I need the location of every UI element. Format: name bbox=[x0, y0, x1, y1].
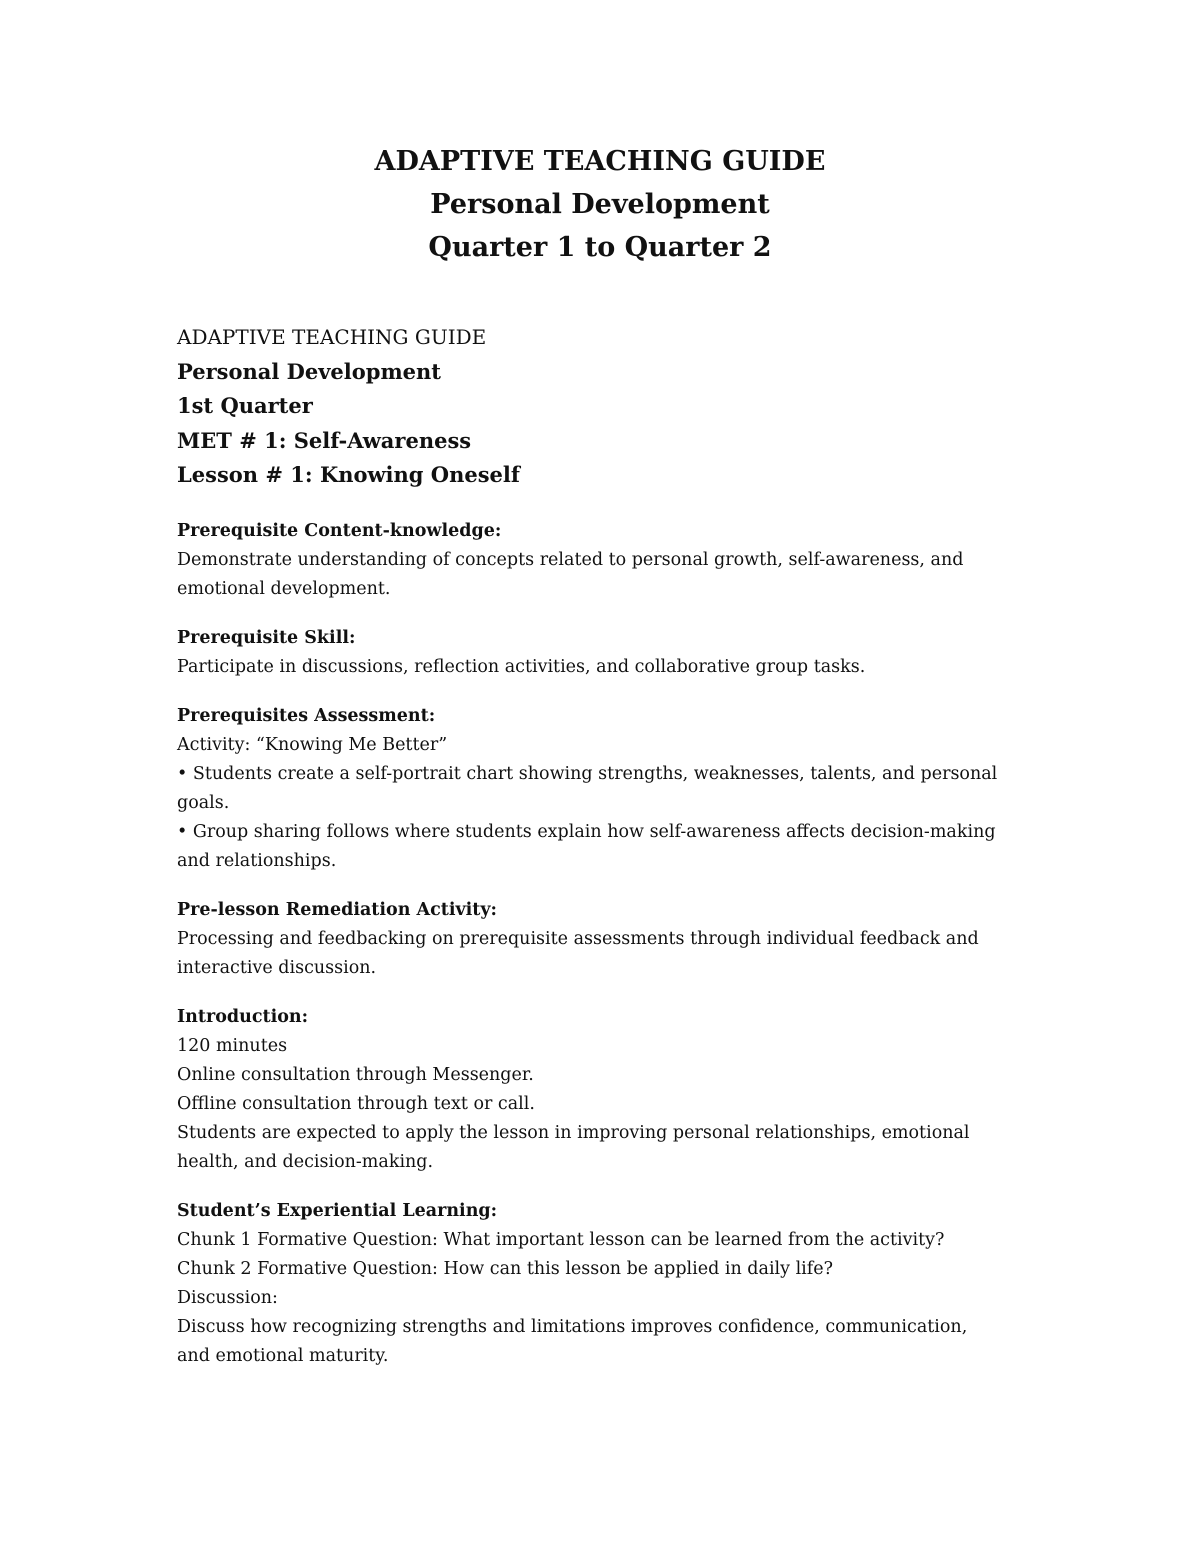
section-text-line: and relationships. bbox=[177, 850, 337, 871]
quarter-heading: 1st Quarter bbox=[177, 393, 313, 418]
document-body bbox=[177, 320, 1057, 1371]
section-title: Prerequisite Skill: bbox=[177, 627, 356, 648]
guide-heading: ADAPTIVE TEACHING GUIDE bbox=[177, 325, 487, 349]
section-text-line: health, and decision-making. bbox=[177, 1151, 434, 1172]
section-student-s-experiential-learning bbox=[177, 1197, 1057, 1371]
section-pre-lesson-remediation-activity bbox=[177, 896, 1057, 983]
section-text-line: Participate in discussions, reflection activities, and collaborative group tasks. bbox=[177, 656, 866, 677]
document-title-block bbox=[0, 140, 1200, 269]
section-prerequisite-skill bbox=[177, 624, 1057, 682]
section-text-line: Chunk 1 Formative Question: What important lesson can be learned from the activity? bbox=[177, 1229, 945, 1250]
section-title: Introduction: bbox=[177, 1006, 309, 1027]
section-text-line: interactive discussion. bbox=[177, 957, 377, 978]
section-prerequisite-content-knowledge bbox=[177, 517, 1057, 604]
lesson-header bbox=[177, 320, 1057, 493]
document-subject: Personal Development bbox=[430, 189, 770, 220]
section-text-line: • Group sharing follows where students explain how self-awareness affects decision-making bbox=[177, 821, 996, 842]
document-quarter-range: Quarter 1 to Quarter 2 bbox=[428, 232, 772, 263]
met-heading: MET # 1: Self-Awareness bbox=[177, 427, 472, 453]
section-text-line: emotional development. bbox=[177, 578, 391, 599]
section-text-line: Discuss how recognizing strengths and limitations improves confidence, communication, bbox=[177, 1316, 968, 1337]
section-text-line: and emotional maturity. bbox=[177, 1345, 389, 1366]
section-text-line: 120 minutes bbox=[177, 1035, 288, 1056]
lesson-heading: Lesson # 1: Knowing Oneself bbox=[177, 462, 520, 487]
section-introduction bbox=[177, 1003, 1057, 1177]
section-text-line: • Students create a self-portrait chart showing strengths, weaknesses, talents, and personal bbox=[177, 763, 998, 784]
section-text-line: Chunk 2 Formative Question: How can this lesson be applied in daily life? bbox=[177, 1258, 833, 1279]
section-title: Prerequisites Assessment: bbox=[177, 705, 436, 726]
section-title: Student’s Experiential Learning: bbox=[177, 1200, 498, 1221]
section-title: Pre-lesson Remediation Activity: bbox=[177, 899, 498, 920]
lesson-sections bbox=[177, 517, 1057, 1371]
section-text-line: goals. bbox=[177, 792, 230, 813]
section-title: Prerequisite Content-knowledge: bbox=[177, 520, 502, 541]
section-text-line: Offline consultation through text or call. bbox=[177, 1093, 535, 1114]
subject-heading: Personal Development bbox=[177, 358, 441, 384]
section-prerequisites-assessment bbox=[177, 702, 1057, 876]
section-text-line: Activity: “Knowing Me Better” bbox=[177, 734, 448, 755]
section-text-line: Demonstrate understanding of concepts related to personal growth, self-awareness, and bbox=[177, 549, 964, 570]
section-text-line: Discussion: bbox=[177, 1287, 278, 1308]
document-title: ADAPTIVE TEACHING GUIDE bbox=[374, 146, 826, 177]
section-text-line: Online consultation through Messenger. bbox=[177, 1064, 534, 1085]
section-text-line: Students are expected to apply the lesson in improving personal relationships, emotional bbox=[177, 1122, 970, 1143]
section-text-line: Processing and feedbacking on prerequisite assessments through individual feedback and bbox=[177, 928, 979, 949]
